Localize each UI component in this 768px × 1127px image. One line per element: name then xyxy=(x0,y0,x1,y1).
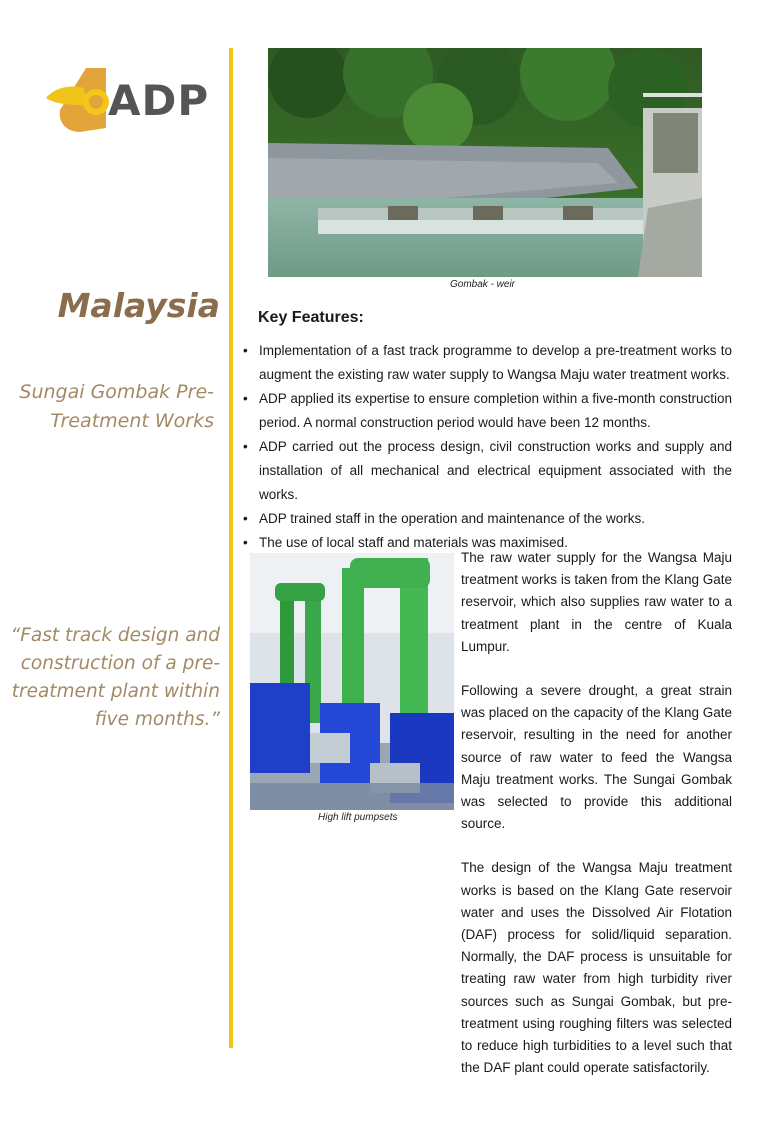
list-item: • ADP applied its expertise to ensure completion within a five-month construction period. A normal construction period would have been 12 months. xyxy=(259,387,732,435)
pumpsets-photo xyxy=(250,553,454,810)
list-item: • ADP carried out the process design, civil construction works and supply and installation of all mechanical and electrical equipment associated with the works. xyxy=(259,435,732,507)
key-features-list xyxy=(243,339,732,555)
pumpsets-caption: High lift pumpsets xyxy=(318,812,398,823)
body-paragraph: The design of the Wangsa Maju treatment works is based on the Klang Gate reservoir water and uses the Dissolved Air Flotation (DAF) process for solid/liquid separation. Normally, the DAF process is unsuitable for treating raw water from high turbidity river sources such as Sungai Gombak, but pre-treatment using roughing filters was selected to reduce high turbidities to a level such that the DAF plant could operate satisfactorily. xyxy=(461,860,732,1076)
bullet-icon: • xyxy=(243,439,248,454)
bullet-icon: • xyxy=(243,511,248,526)
list-item: • Implementation of a fast track programme to develop a pre-treatment works to augment the existing raw water supply to Wangsa Maju water treatment works. xyxy=(259,339,732,387)
bullet-icon: • xyxy=(243,343,248,358)
accent-divider xyxy=(229,48,233,1048)
bullet-icon: • xyxy=(243,391,248,406)
project-title: Sungai Gombak Pre-Treatment Works xyxy=(19,381,214,432)
weir-caption: Gombak - weir xyxy=(450,279,516,290)
list-item: • ADP trained staff in the operation and maintenance of the works. xyxy=(259,507,732,531)
body-paragraph: Following a severe drought, a great strain was placed on the capacity of the Klang Gate reservoir, resulting in the need for another source of raw water to feed the Wangsa Maju treatment works. The Sungai Gombak was selected to provide this additional source. xyxy=(461,683,732,832)
adp-logo xyxy=(44,66,224,136)
logo-mark-icon xyxy=(44,66,114,136)
weir-photo xyxy=(268,48,702,277)
bullet-icon: • xyxy=(243,535,248,550)
logo-text: ADP xyxy=(108,76,210,125)
list-item: • The use of local staff and materials was maximised. xyxy=(259,531,732,555)
body-paragraph: The raw water supply for the Wangsa Maju treatment works is taken from the Klang Gate reservoir, which also supplies raw water to a treatment plant in the centre of Kuala Lumpur. xyxy=(461,550,732,654)
pull-quote: “Fast track design and construction of a pre-treatment plant within five months.” xyxy=(10,625,220,730)
body-text xyxy=(461,547,732,1101)
key-features-title: Key Features: xyxy=(258,309,364,326)
country-heading: Malaysia xyxy=(57,286,220,325)
